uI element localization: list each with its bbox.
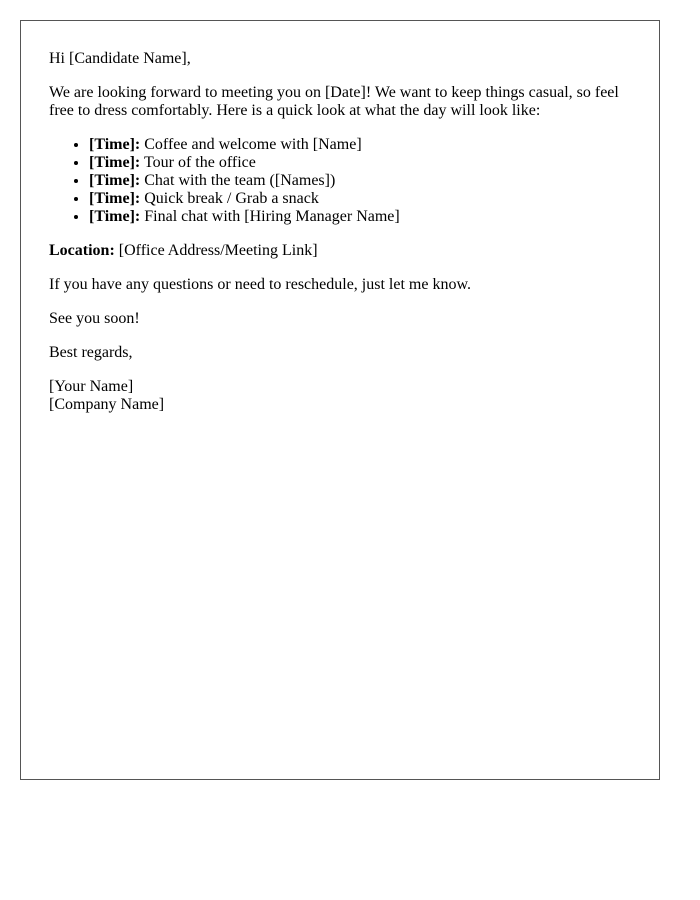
- schedule-activity: Quick break / Grab a snack: [140, 190, 319, 207]
- schedule-item: [89, 136, 629, 154]
- schedule-activity: Final chat with [Hiring Manager Name]: [140, 208, 400, 225]
- schedule-activity: Chat with the team ([Names]): [140, 172, 336, 189]
- schedule-activity: Tour of the office: [140, 154, 256, 171]
- schedule-item: [89, 190, 629, 208]
- see-you-line: See you soon!: [49, 310, 140, 327]
- schedule-time: [Time]:: [89, 208, 141, 225]
- schedule-time: [Time]:: [89, 190, 141, 207]
- signature-company: [Company Name]: [49, 396, 165, 413]
- signature-block: [49, 378, 629, 414]
- greeting-line: Hi [Candidate Name],: [49, 50, 191, 67]
- signature-name: [Your Name]: [49, 378, 134, 395]
- location-line: [49, 242, 629, 260]
- intro-paragraph: We are looking forward to meeting you on [Date]! We want to keep things casual, so feel free to dress comfortably. Here is a quick look at what the day will look like:: [49, 84, 619, 119]
- letter-page: [20, 20, 660, 780]
- location-label: Location:: [49, 242, 115, 259]
- schedule-time: [Time]:: [89, 154, 141, 171]
- schedule-time: [Time]:: [89, 172, 141, 189]
- schedule-time: [Time]:: [89, 136, 141, 153]
- schedule-activity: Coffee and welcome with [Name]: [140, 136, 362, 153]
- questions-paragraph: If you have any questions or need to reschedule, just let me know.: [49, 276, 471, 293]
- schedule-item: [89, 208, 629, 226]
- letter-body: [49, 50, 629, 414]
- location-value: [Office Address/Meeting Link]: [114, 242, 318, 259]
- schedule-list: [49, 136, 629, 226]
- schedule-item: [89, 172, 629, 190]
- schedule-item: [89, 154, 629, 172]
- closing-line: Best regards,: [49, 344, 133, 361]
